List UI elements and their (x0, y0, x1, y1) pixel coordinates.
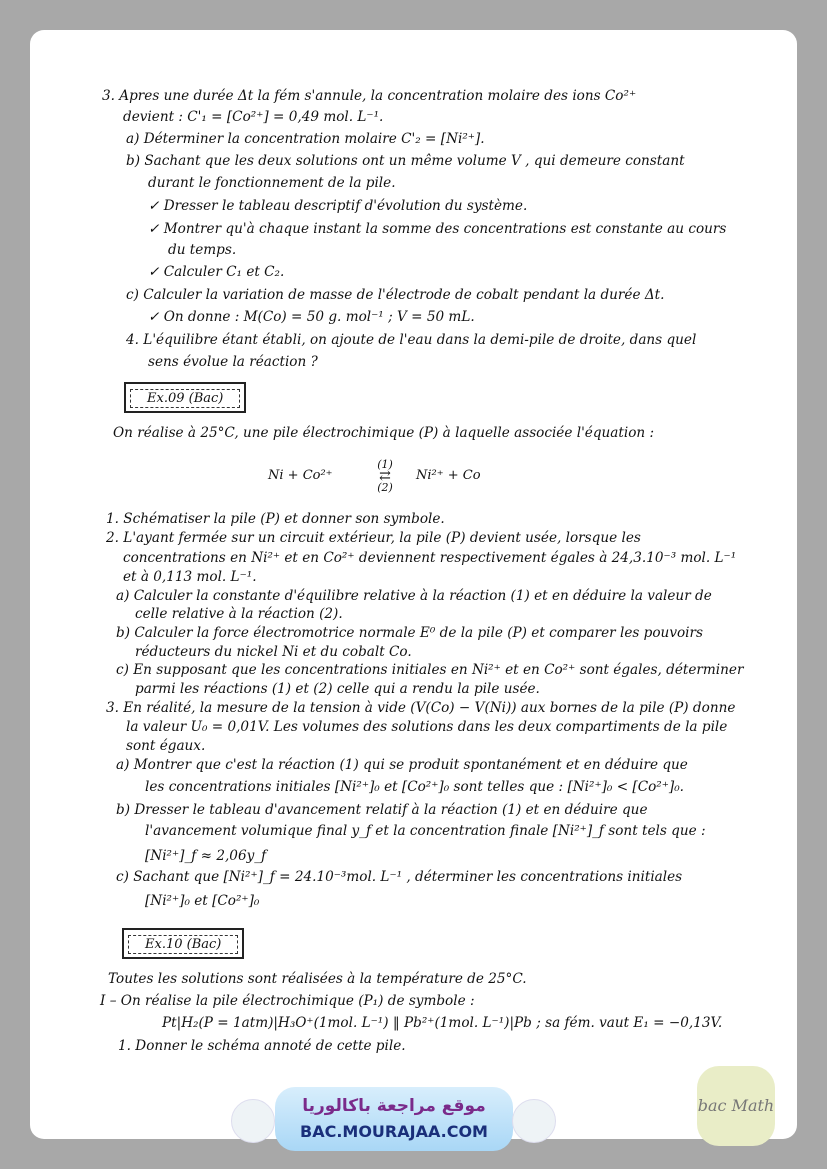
text-line: [Ni²⁺]₀ et [Co²⁺]₀ (145, 893, 260, 909)
banner-site-link[interactable]: BAC.MOURAJAA.COM (300, 1122, 488, 1141)
text-line: parmi les réactions (1) et (2) celle qui a rendu la pile usée. (135, 681, 540, 697)
exercise-label-box (122, 928, 244, 959)
text-line: b) Sachant que les deux solutions ont un même volume V , qui demeure constant (126, 153, 685, 169)
equation-left: Ni + Co²⁺ (268, 468, 333, 483)
text-line: b) Calculer la force électromotrice normale E⁰ de la pile (P) et comparer les pouvoirs (116, 625, 704, 641)
text-line: sens évolue la réaction ? (148, 354, 318, 370)
text-line: et à 0,113 mol. L⁻¹. (123, 569, 257, 585)
exercise-label-box (124, 382, 246, 413)
left-logo-icon (231, 1099, 275, 1143)
equation-arrow (360, 458, 410, 494)
text-line: a) Calculer la constante d'équilibre relative à la réaction (1) et en déduire la valeur de (116, 588, 712, 604)
right-logo-icon (512, 1099, 556, 1143)
text-line: c) Sachant que [Ni²⁺]_f = 24.10⁻³mol. L⁻¹ , déterminer les concentrations initiales (116, 869, 683, 885)
text-line: a) Déterminer la concentration molaire C'₂ = [Ni²⁺]. (126, 131, 485, 147)
bacmath-logo: bac Math (697, 1066, 775, 1146)
exercise-label: Ex.10 (Bac) (128, 935, 238, 954)
text-line: Toutes les solutions sont réalisées à la température de 25°C. (108, 971, 527, 987)
text-line: du temps. (168, 242, 237, 258)
text-line: concentrations en Ni²⁺ et en Co²⁺ deviennent respectivement égales à 24,3.10⁻³ mol. L⁻¹ (123, 550, 737, 566)
text-line: réducteurs du nickel Ni et du cobalt Co. (135, 644, 412, 660)
text-line: ✓ Dresser le tableau descriptif d'évolution du système. (148, 198, 528, 214)
reaction-equation (268, 468, 333, 483)
equation-right (416, 468, 481, 483)
arrow-top-label: (1) (377, 458, 393, 471)
text-line: a) Montrer que c'est la réaction (1) qui se produit spontanément et en déduire que (116, 757, 688, 773)
double-arrow-icon: ⇄ (379, 468, 391, 484)
text-line: sont égaux. (126, 738, 206, 754)
banner-arabic-text: موقع مراجعة باكالوريا (302, 1096, 486, 1116)
text-line: On réalise à 25°C, une pile électrochimique (P) à laquelle associée l'équation : (113, 425, 655, 441)
arrow-bottom-label: (2) (377, 481, 393, 494)
site-banner[interactable] (275, 1087, 513, 1151)
text-line: la valeur U₀ = 0,01V. Les volumes des solutions dans les deux compartiments de la pile (126, 719, 728, 735)
text-line: Pt|H₂(P = 1atm)|H₃O⁺(1mol. L⁻¹) ‖ Pb²⁺(1mol. L⁻¹)|Pb ; sa fém. vaut E₁ = −0,13V. (162, 1015, 723, 1031)
exercise-label: Ex.09 (Bac) (130, 389, 240, 408)
text-line: I – On réalise la pile électrochimique (P₁) de symbole : (100, 993, 475, 1009)
text-line: ✓ Montrer qu'à chaque instant la somme des concentrations est constante au cours (148, 221, 727, 237)
text-line: 1. Schématiser la pile (P) et donner son symbole. (106, 511, 445, 527)
text-line: ✓ On donne : M(Co) = 50 g. mol⁻¹ ; V = 50 mL. (148, 309, 475, 325)
text-line: 3. Apres une durée Δt la fém s'annule, la concentration molaire des ions Co²⁺ (102, 88, 637, 104)
text-line: celle relative à la réaction (2). (135, 606, 343, 622)
text-line: 2. L'ayant fermée sur un circuit extérieur, la pile (P) devient usée, lorsque les (106, 530, 641, 546)
text-line: b) Dresser le tableau d'avancement relatif à la réaction (1) et en déduire que (116, 802, 648, 818)
text-line: c) En supposant que les concentrations initiales en Ni²⁺ et en Co²⁺ sont égales, déterminer (116, 662, 744, 678)
equation-right-text: Ni²⁺ + Co (416, 468, 481, 483)
text-line: 3. En réalité, la mesure de la tension à vide (V(Co) − V(Ni)) aux bornes de la pile (P) donne (106, 700, 736, 716)
text-line: durant le fonctionnement de la pile. (148, 175, 396, 191)
text-line: [Ni²⁺]_f ≈ 2,06y_f (145, 848, 267, 864)
text-line: c) Calculer la variation de masse de l'électrode de cobalt pendant la durée Δt. (126, 287, 665, 303)
text-line: l'avancement volumique final y_f et la concentration finale [Ni²⁺]_f sont tels que : (145, 823, 706, 839)
text-line: 4. L'équilibre étant établi, on ajoute de l'eau dans la demi-pile de droite, dans quel (126, 332, 697, 348)
text-line: devient : C'₁ = [Co²⁺] = 0,49 mol. L⁻¹. (123, 109, 384, 125)
text-line: 1. Donner le schéma annoté de cette pile. (118, 1038, 406, 1054)
text-line: ✓ Calculer C₁ et C₂. (148, 264, 285, 280)
text-line: les concentrations initiales [Ni²⁺]₀ et [Co²⁺]₀ sont telles que : [Ni²⁺]₀ < [Co²⁺]₀. (145, 779, 684, 795)
